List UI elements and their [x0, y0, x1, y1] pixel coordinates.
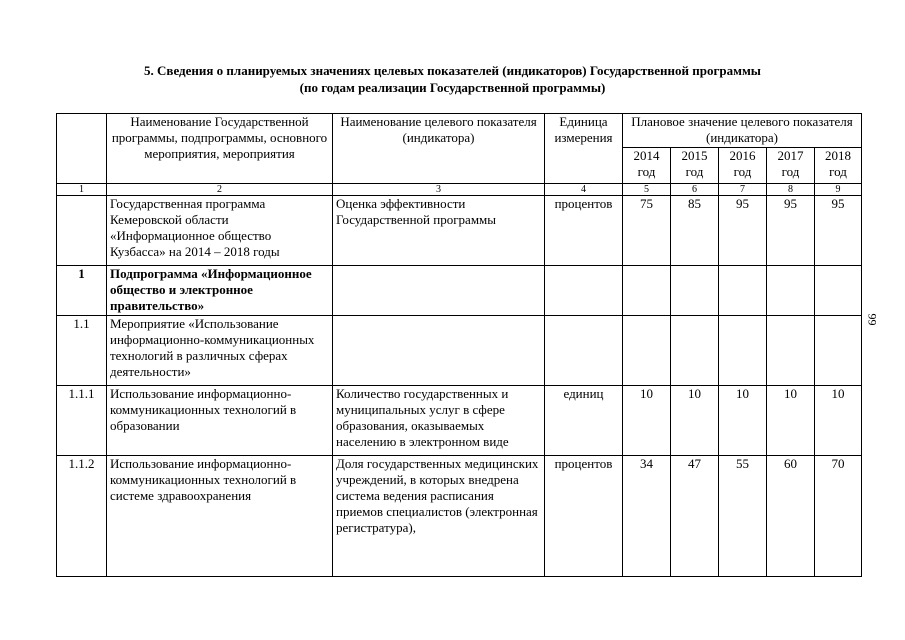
index-cell: 4: [545, 184, 623, 196]
index-cell: 2: [107, 184, 333, 196]
index-cell: 9: [815, 184, 862, 196]
header-num: [57, 114, 107, 184]
row-name: Использование информационно-коммуникационных технологий в системе здравоохранения: [107, 456, 333, 577]
table-row: [57, 386, 862, 456]
header-year: 2014 год: [623, 148, 671, 184]
row-indicator: Оценка эффективности Государственной программы: [333, 196, 545, 266]
row-value: [623, 316, 671, 386]
row-unit: [545, 316, 623, 386]
row-value: [767, 316, 815, 386]
title-line-2: (по годам реализации Государственной программы): [299, 80, 606, 95]
row-num: [57, 196, 107, 266]
table-row: [57, 456, 862, 577]
header-unit: Единица измерения: [545, 114, 623, 184]
row-value: 10: [719, 386, 767, 456]
row-value: [815, 266, 862, 316]
row-value: [767, 266, 815, 316]
header-row-1: [57, 114, 862, 148]
row-value: 95: [767, 196, 815, 266]
row-value: 10: [815, 386, 862, 456]
row-value: 70: [815, 456, 862, 577]
table-row: [57, 196, 862, 266]
index-cell: 3: [333, 184, 545, 196]
row-indicator: Доля государственных медицинских учреждений, в которых внедрена система ведения расписания приемов специалистов (электронная регистратура),: [333, 456, 545, 577]
row-value: 10: [671, 386, 719, 456]
indicators-table: [56, 113, 862, 577]
row-name: Использование информационно-коммуникационных технологий в образовании: [107, 386, 333, 456]
header-indicator: Наименование целевого показателя (индикатора): [333, 114, 545, 184]
index-cell: 8: [767, 184, 815, 196]
row-value: [719, 316, 767, 386]
table-row: [57, 316, 862, 386]
document-title: [0, 62, 905, 96]
row-value: 47: [671, 456, 719, 577]
header-year: 2018 год: [815, 148, 862, 184]
row-value: 85: [671, 196, 719, 266]
row-value: [815, 316, 862, 386]
index-row: [57, 184, 862, 196]
header-plan: Плановое значение целевого показателя (индикатора): [623, 114, 862, 148]
row-value: [623, 266, 671, 316]
row-num: 1: [57, 266, 107, 316]
row-name: Мероприятие «Использование информационно-коммуникационных технологий в различных сферах деятельности»: [107, 316, 333, 386]
row-num: 1.1.1: [57, 386, 107, 456]
row-num: 1.1: [57, 316, 107, 386]
table-row: [57, 266, 862, 316]
row-value: 10: [623, 386, 671, 456]
header-name: Наименование Государственной программы, подпрограммы, основного мероприятия, мероприятия: [107, 114, 333, 184]
row-unit: [545, 266, 623, 316]
index-cell: 1: [57, 184, 107, 196]
header-year: 2015 год: [671, 148, 719, 184]
row-value: 55: [719, 456, 767, 577]
page-number: 99: [865, 313, 880, 326]
index-cell: 7: [719, 184, 767, 196]
row-indicator: Количество государственных и муниципальных услуг в сфере образования, оказываемых населению в электронном виде: [333, 386, 545, 456]
row-name: Подпрограмма «Информационное общество и электронное правительство»: [107, 266, 333, 316]
row-value: 10: [767, 386, 815, 456]
row-indicator: [333, 316, 545, 386]
index-cell: 5: [623, 184, 671, 196]
title-line-1: 5. Сведения о планируемых значениях целевых показателей (индикаторов) Государственной программы: [144, 63, 761, 78]
row-unit: единиц: [545, 386, 623, 456]
row-value: [671, 266, 719, 316]
row-unit: процентов: [545, 196, 623, 266]
row-num: 1.1.2: [57, 456, 107, 577]
header-year: 2016 год: [719, 148, 767, 184]
row-value: 95: [815, 196, 862, 266]
index-cell: 6: [671, 184, 719, 196]
row-value: 34: [623, 456, 671, 577]
row-unit: процентов: [545, 456, 623, 577]
row-value: [671, 316, 719, 386]
row-name: Государственная программа Кемеровской области «Информационное общество Кузбасса» на 2014 – 2018 годы: [107, 196, 333, 266]
row-value: 95: [719, 196, 767, 266]
row-value: 60: [767, 456, 815, 577]
row-value: 75: [623, 196, 671, 266]
header-year: 2017 год: [767, 148, 815, 184]
row-value: [719, 266, 767, 316]
row-indicator: [333, 266, 545, 316]
